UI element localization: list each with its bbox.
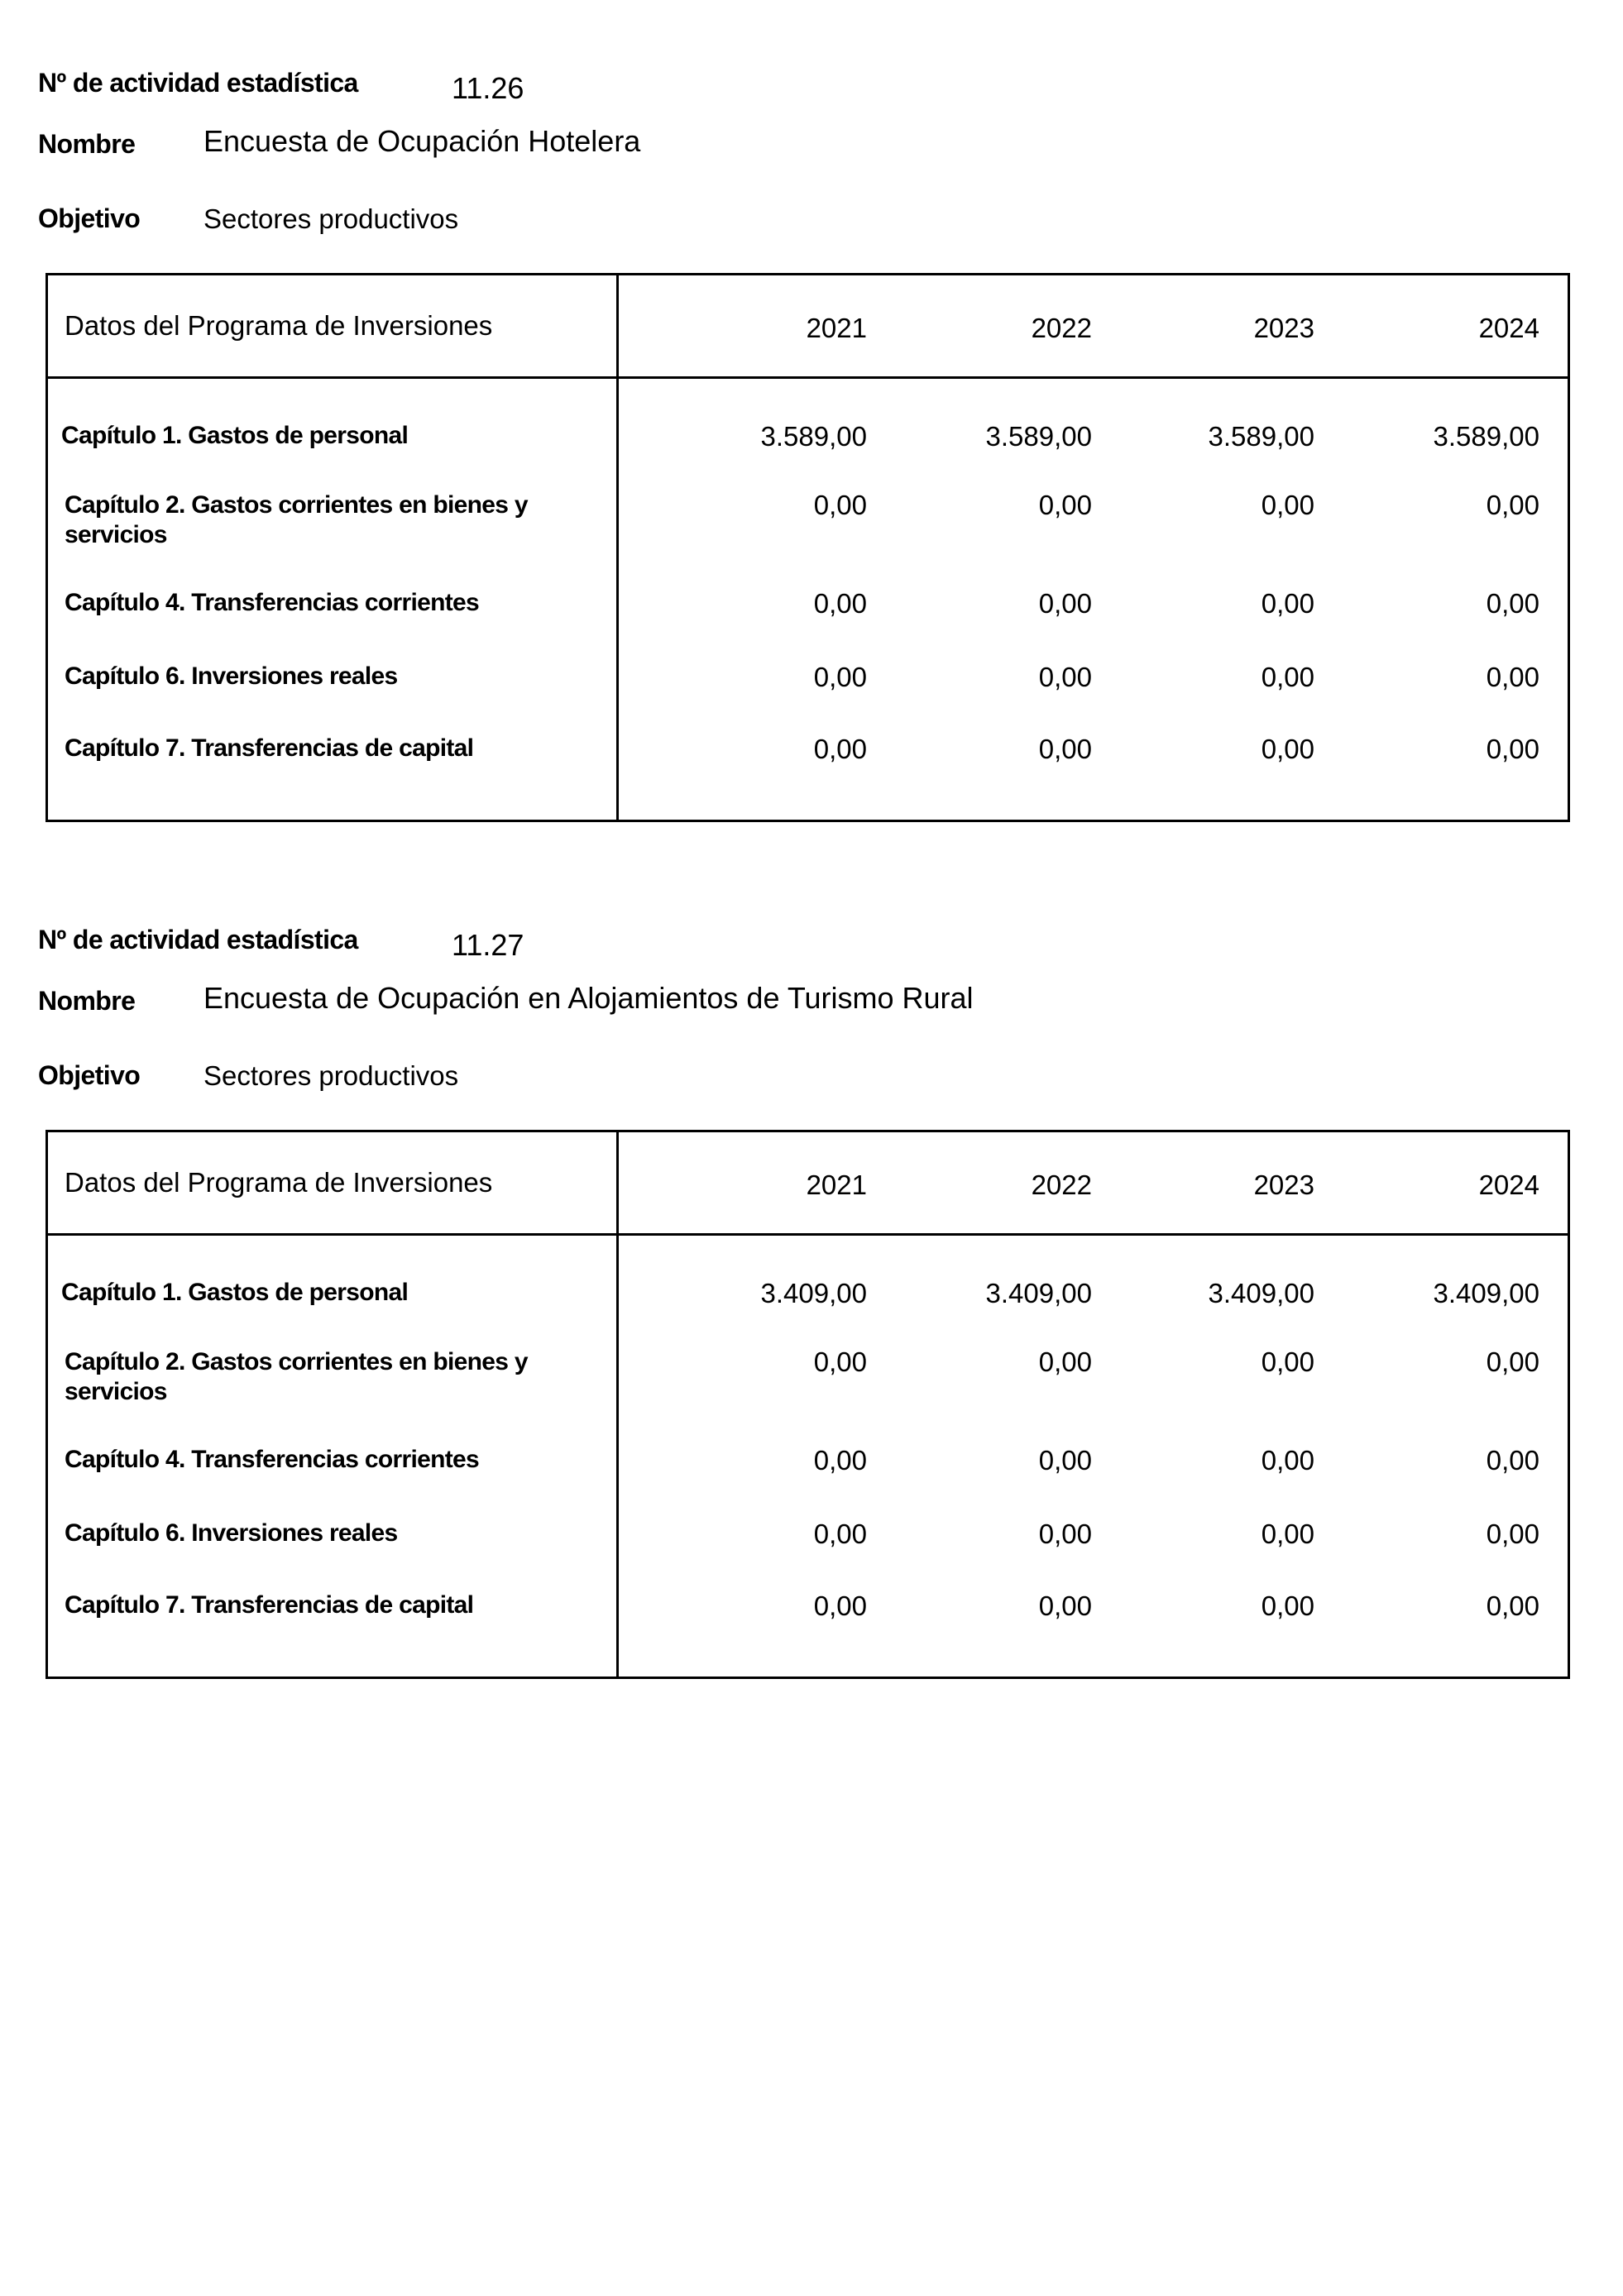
- activity-number-label: Nº de actividad estadística: [38, 925, 358, 954]
- table-cell: 0,00: [1486, 1445, 1539, 1476]
- objective-label: Objetivo: [38, 1060, 141, 1090]
- row-label-capitulo-6: Capítulo 6. Inversiones reales: [65, 1519, 398, 1547]
- table-cell: 0,00: [1261, 662, 1314, 692]
- year-header: 2022: [1031, 313, 1092, 343]
- table-cell: 0,00: [813, 1519, 867, 1549]
- table-cell: 0,00: [1038, 490, 1092, 520]
- row-label-capitulo-6: Capítulo 6. Inversiones reales: [65, 662, 398, 690]
- table-cell: 0,00: [1261, 1445, 1314, 1476]
- table-cell: 0,00: [1261, 1519, 1314, 1549]
- table-cell: 0,00: [1038, 1590, 1092, 1621]
- investment-table: [45, 273, 1570, 822]
- row-label-capitulo-7: Capítulo 7. Transferencias de capital: [65, 734, 474, 762]
- investment-table: [45, 1130, 1570, 1679]
- activity-number-value: 11.27: [452, 928, 524, 962]
- table-cell: 0,00: [813, 1590, 867, 1621]
- name-label: Nombre: [38, 986, 136, 1016]
- table-cell: 3.589,00: [1208, 421, 1314, 452]
- table-cell: 3.409,00: [760, 1278, 867, 1308]
- row-label-capitulo-4: Capítulo 4. Transferencias corrientes: [65, 1446, 479, 1473]
- table-cell: 0,00: [813, 1347, 867, 1377]
- table-cell: 0,00: [1486, 662, 1539, 692]
- activity-section: [0, 857, 1623, 1684]
- row-label-capitulo-2: Capítulo 2. Gastos corrientes en bienes y servicios: [65, 491, 528, 548]
- table-cell: 0,00: [1038, 588, 1092, 619]
- year-header: 2024: [1478, 1170, 1539, 1200]
- activity-number-value: 11.26: [452, 71, 524, 105]
- year-header: 2024: [1478, 313, 1539, 343]
- table-cell: 0,00: [1261, 490, 1314, 520]
- table-cell: 0,00: [1486, 734, 1539, 764]
- table-cell: 0,00: [1038, 734, 1092, 764]
- table-cell: 0,00: [813, 490, 867, 520]
- table-cell: 3.589,00: [1433, 421, 1539, 452]
- table-cell: 0,00: [1038, 1445, 1092, 1476]
- name-value: Encuesta de Ocupación Hotelera: [203, 124, 641, 158]
- objective-label: Objetivo: [38, 203, 141, 233]
- table-cell: 0,00: [813, 588, 867, 619]
- name-value: Encuesta de Ocupación en Alojamientos de Turismo Rural: [203, 981, 974, 1015]
- table-cell: 0,00: [1038, 662, 1092, 692]
- activity-section: [0, 0, 1623, 827]
- table-cell: 0,00: [1486, 490, 1539, 520]
- activity-number-label: Nº de actividad estadística: [38, 68, 358, 98]
- row-label-capitulo-1: Capítulo 1. Gastos de personal: [61, 422, 409, 449]
- table-cell: 0,00: [1486, 1347, 1539, 1377]
- table-cell: 0,00: [813, 1445, 867, 1476]
- table-cell: 3.409,00: [1208, 1278, 1314, 1308]
- table-header-label: Datos del Programa de Inversiones: [65, 310, 493, 341]
- table-cell: 3.589,00: [760, 421, 867, 452]
- year-header: 2023: [1253, 1170, 1314, 1200]
- table-cell: 0,00: [1486, 1519, 1539, 1549]
- row-label-capitulo-2: Capítulo 2. Gastos corrientes en bienes y servicios: [65, 1348, 528, 1405]
- table-cell: 0,00: [1261, 588, 1314, 619]
- table-cell: 0,00: [1486, 1590, 1539, 1621]
- row-label-capitulo-4: Capítulo 4. Transferencias corrientes: [65, 589, 479, 616]
- table-cell: 0,00: [813, 734, 867, 764]
- year-header: 2023: [1253, 313, 1314, 343]
- table-cell: 0,00: [1261, 1590, 1314, 1621]
- table-header-divider: [48, 1233, 1568, 1236]
- table-cell: 0,00: [1261, 1347, 1314, 1377]
- objective-value: Sectores productivos: [203, 203, 459, 234]
- table-cell: 0,00: [1486, 588, 1539, 619]
- table-cell: 0,00: [1038, 1347, 1092, 1377]
- objective-value: Sectores productivos: [203, 1060, 459, 1091]
- table-header-label: Datos del Programa de Inversiones: [65, 1167, 493, 1198]
- table-cell: 0,00: [1261, 734, 1314, 764]
- table-column-divider: [616, 275, 619, 820]
- row-label-capitulo-1: Capítulo 1. Gastos de personal: [61, 1279, 409, 1306]
- year-header: 2021: [806, 1170, 867, 1200]
- row-label-capitulo-7: Capítulo 7. Transferencias de capital: [65, 1591, 474, 1619]
- year-header: 2022: [1031, 1170, 1092, 1200]
- table-cell: 3.589,00: [985, 421, 1092, 452]
- name-label: Nombre: [38, 129, 136, 159]
- table-column-divider: [616, 1132, 619, 1677]
- table-cell: 0,00: [813, 662, 867, 692]
- table-header-divider: [48, 376, 1568, 379]
- table-cell: 3.409,00: [1433, 1278, 1539, 1308]
- year-header: 2021: [806, 313, 867, 343]
- table-cell: 0,00: [1038, 1519, 1092, 1549]
- table-cell: 3.409,00: [985, 1278, 1092, 1308]
